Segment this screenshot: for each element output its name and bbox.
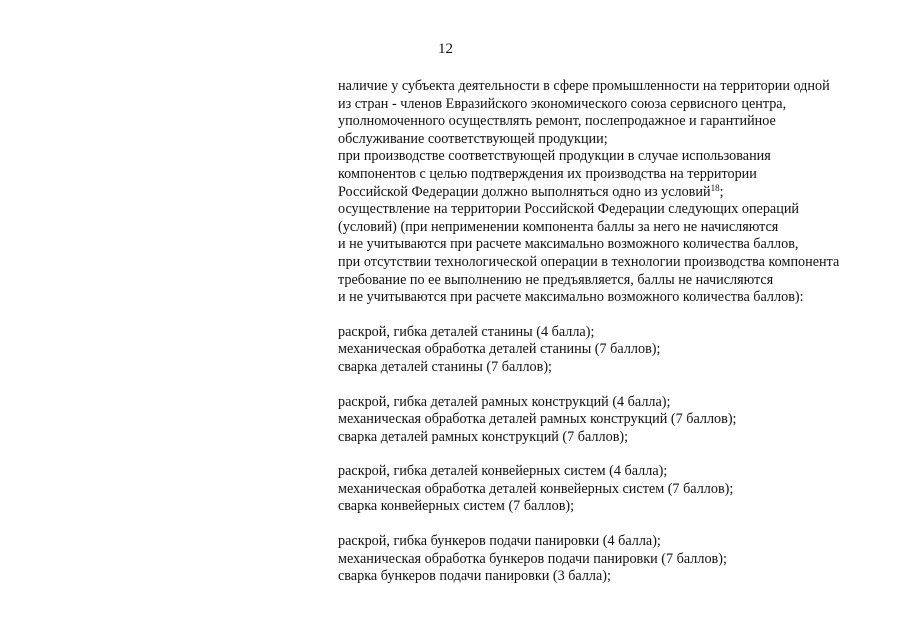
text-line: осуществление на территории Российской Федерации следующих операций [338, 201, 800, 218]
text-line: и не учитываются при расчете максимально возможного количества баллов): [338, 289, 804, 306]
operation-item: сварка деталей станины (7 баллов); [338, 358, 552, 375]
operation-item: раскрой, гибка деталей конвейерных систем (4 балла); [338, 463, 668, 480]
text-line: (условий) (при неприменении компонента баллы за него не начисляются [338, 218, 779, 235]
footnote-text-line [338, 184, 898, 202]
footnote-line-text: Российской Федерации должно выполняться одно из условий [338, 183, 711, 200]
page-number: 12 [438, 41, 453, 57]
text-line: и не учитываются при расчете максимально возможного количества баллов, [338, 236, 799, 253]
operation-group-breading-hoppers [338, 533, 898, 586]
operation-item: механическая обработка деталей рамных конструкций (7 баллов); [338, 411, 737, 428]
intro-paragraph [338, 78, 898, 307]
text-line: наличие у субъекта деятельности в сфере промышленности на территории одной [338, 78, 830, 94]
operation-item: сварка бункеров подачи панировки (3 балла); [338, 568, 611, 585]
text-line: при отсутствии технологической операции в технологии производства компонента [338, 253, 840, 270]
operation-item: механическая обработка бункеров подачи панировки (7 баллов); [338, 550, 727, 567]
text-line: уполномоченного осуществлять ремонт, послепродажное и гарантийное [338, 113, 776, 130]
text-line: требование по ее выполнению не предъявляется, баллы не начисляются [338, 271, 774, 288]
operation-item: раскрой, гибка деталей рамных конструкций (4 балла); [338, 393, 671, 410]
operation-item: механическая обработка деталей станины (7 баллов); [338, 341, 661, 358]
text-line: обслуживание соответствующей продукции; [338, 130, 608, 147]
operation-item: сварка деталей рамных конструкций (7 баллов); [338, 428, 629, 445]
text-line: из стран - членов Евразийского экономического союза сервисного центра, [338, 95, 787, 112]
text-line: при производстве соответствующей продукции в случае использования [338, 148, 771, 165]
footnote-line-punctuation: ; [719, 183, 724, 200]
operation-group-conveyor-systems [338, 463, 898, 516]
operation-item: сварка конвейерных систем (7 баллов); [338, 498, 575, 515]
text-line: компонентов с целью подтверждения их производства на территории [338, 165, 757, 182]
operation-item: механическая обработка деталей конвейерных систем (7 баллов); [338, 480, 734, 497]
document-body [338, 78, 898, 586]
operation-group-frame-structures [338, 394, 898, 447]
footnote-reference[interactable]: 18 [710, 182, 720, 193]
operation-item: раскрой, гибка бункеров подачи панировки (4 балла); [338, 533, 661, 550]
operation-group-frame [338, 324, 898, 377]
operation-item: раскрой, гибка деталей станины (4 балла); [338, 323, 595, 340]
